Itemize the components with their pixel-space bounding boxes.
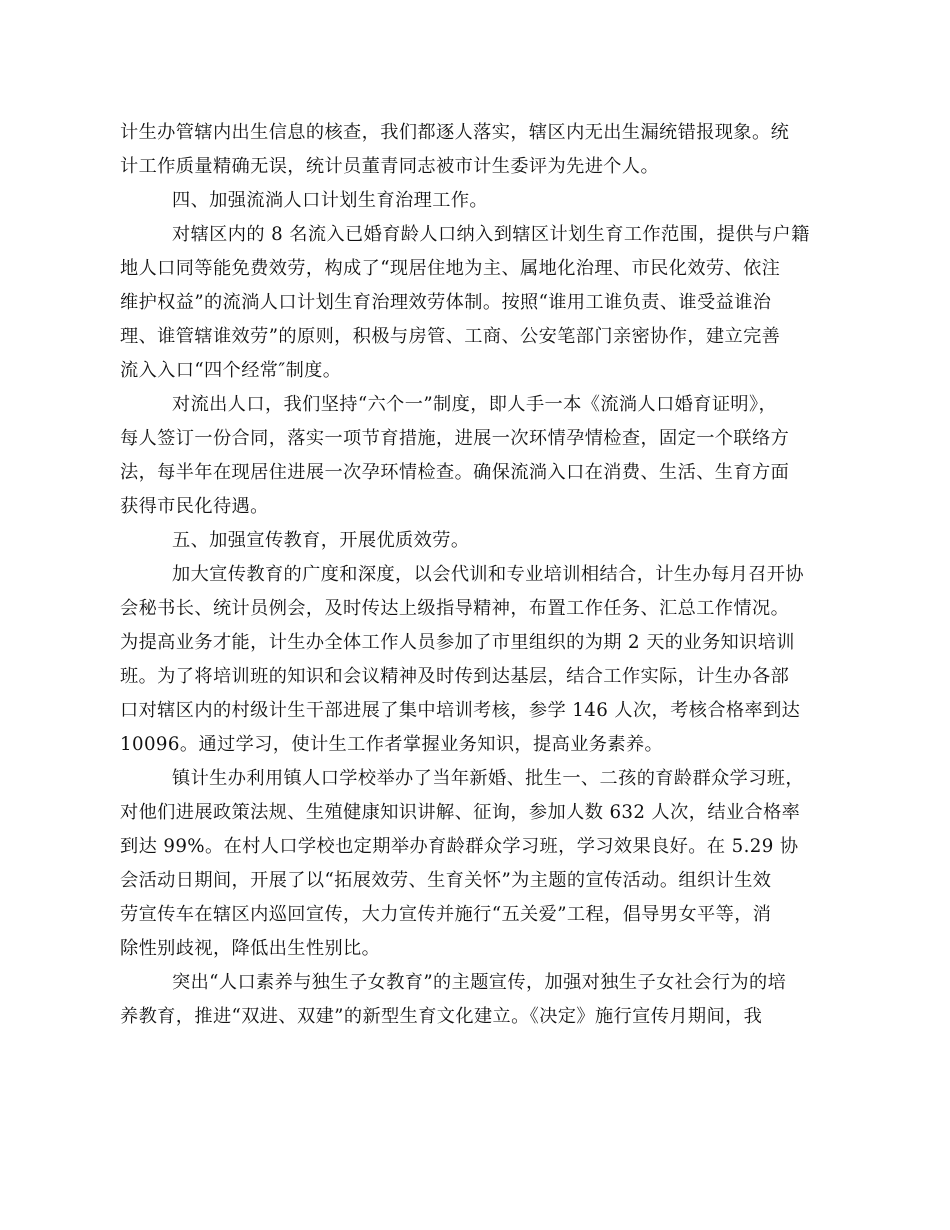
- text-line: 对流出人口，我们坚持“六个一”制度，即人手一本《流淌人口婚育证明》，: [172, 394, 778, 415]
- text-line: 突出“人口素养与独生子女教育”的主题宣传，加强对独生子女社会行为的培: [172, 972, 787, 993]
- text-line: 加大宣传教育的广度和深度，以会代训和专业培训相结合，计生办每月召开协: [172, 564, 804, 585]
- text-line: 每人签订一份合同，落实一项节育措施，进展一次环情孕情检查，固定一个联络方: [120, 428, 790, 449]
- text-line: 10096。通过学习，使计生工作者掌握业务知识，提高业务素养。: [120, 734, 664, 755]
- text-line: 法，每半年在现居住进展一次孕环情检查。确保流淌入口在消费、生活、生育方面: [120, 462, 790, 483]
- text-line: 除性别歧视，降低出生性别比。: [120, 938, 381, 959]
- text-line: 四、加强流淌人口计划生育治理工作。: [172, 190, 488, 211]
- paragraph: [120, 524, 820, 558]
- text-line: 口对辖区内的村级计生干部进展了集中培训考核，参学 146 人次，考核合格率到达: [120, 700, 801, 721]
- text-line: 养教育，推进“双进、双建”的新型生育文化建立。《决定》施行宣传月期间，我: [120, 1006, 763, 1027]
- text-line: 到达 99%。在村人口学校也定期举办育龄群众学习班，学习效果良好。在 5.29 协: [120, 836, 799, 857]
- text-line: 班。为了将培训班的知识和会议精神及时传到达基层，结合工作实际，计生办各部: [120, 666, 790, 687]
- text-line: 对辖区内的 8 名流入已婚育龄人口纳入到辖区计划生育工作范围，提供与户籍: [172, 224, 810, 245]
- text-line: 会活动日期间，开展了以“拓展效劳、生育关怀”为主题的宣传活动。组织计生效: [120, 870, 772, 891]
- paragraph: [120, 388, 820, 524]
- text-line: 地人口同等能免费效劳，构成了“现居住地为主、属地化治理、市民化效劳、依注: [120, 258, 781, 279]
- paragraph: [120, 184, 820, 218]
- text-line: 劳宣传车在辖区内巡回宣传，大力宣传并施行“五关爱”工程，倡导男女平等，消: [120, 904, 772, 925]
- text-line: 维护权益”的流淌人口计划生育治理效劳体制。按照“谁用工谁负责、谁受益谁治: [120, 292, 772, 313]
- paragraph: [120, 558, 820, 762]
- text-line: 理、谁管辖谁效劳”的原则，积极与房管、工商、公安笔部门亲密协作，建立完善: [120, 326, 781, 347]
- text-line: 对他们进展政策法规、生殖健康知识讲解、征询，参加人数 632 人次，结业合格率: [120, 802, 801, 823]
- paragraph: [120, 762, 820, 966]
- paragraph: [120, 218, 820, 388]
- text-line: 为提高业务才能，计生办全体工作人员参加了市里组织的为期 2 天的业务知识培训: [120, 632, 795, 653]
- paragraph: [120, 966, 820, 1034]
- text-line: 流入入口“四个经常″制度。: [120, 360, 342, 381]
- text-line: 计生办管辖内出生信息的核查，我们都逐人落实，辖区内无出生漏统错报现象。统: [120, 122, 790, 143]
- text-line: 会秘书长、统计员例会，及时传达上级指导精神，布置工作任务、汇总工作情况。: [120, 598, 790, 619]
- text-line: 获得市民化待遇。: [120, 496, 269, 517]
- text-line: 计工作质量精确无误，统计员董青同志被市计生委评为先进个人。: [120, 156, 660, 177]
- paragraph: [120, 116, 820, 184]
- text-line: 五、加强宣传教育，开展优质效劳。: [172, 530, 470, 551]
- text-line: 镇计生办利用镇人口学校举办了当年新婚、批生一、二孩的育龄群众学习班，: [172, 768, 804, 789]
- document-body: [120, 116, 820, 1034]
